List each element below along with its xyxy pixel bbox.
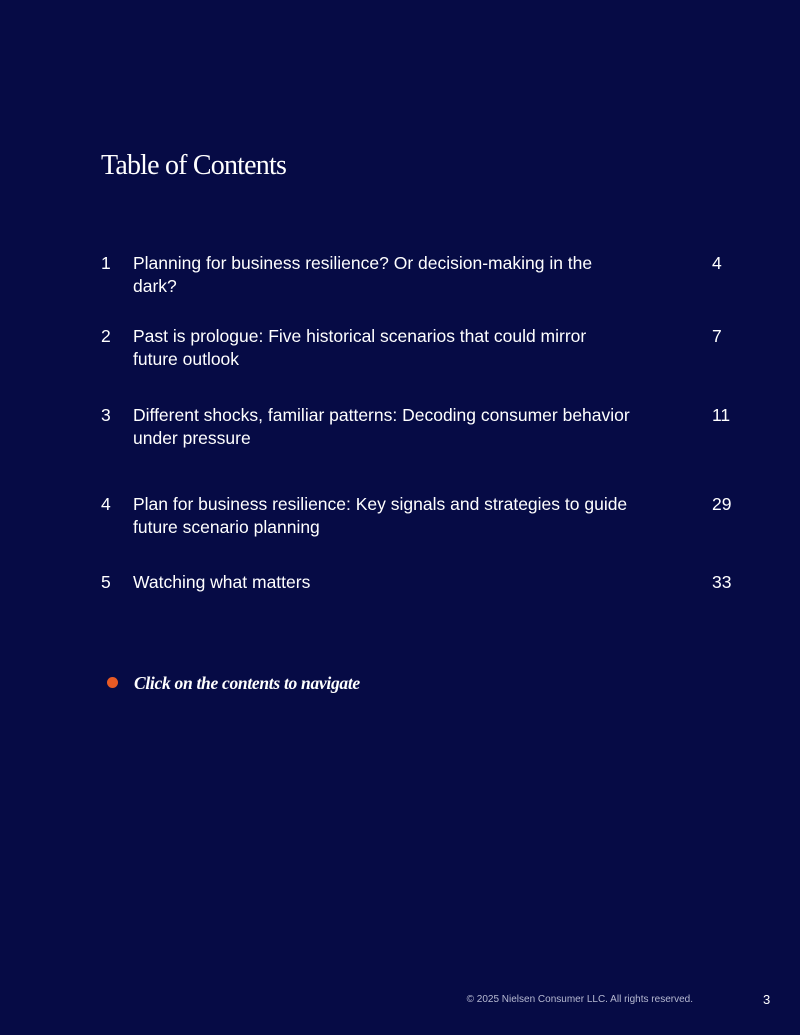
- toc-entry-title: Plan for business resilience: Key signals and strategies to guide future scenario planning: [133, 494, 628, 537]
- bullet-dot-icon: [107, 677, 118, 688]
- toc-entry-page: 7: [712, 326, 722, 346]
- toc-entry-title: Different shocks, familiar patterns: Decoding consumer behavior under pressure: [133, 405, 630, 448]
- toc-entry-number: 2: [101, 326, 111, 346]
- navigation-hint-text: Click on the contents to navigate: [134, 673, 360, 693]
- toc-entry-number: 1: [101, 253, 111, 273]
- page-title: Table of Contents: [101, 150, 287, 181]
- copyright-notice: © 2025 Nielsen Consumer LLC. All rights reserved.: [466, 994, 693, 1005]
- toc-entry-title: Watching what matters: [133, 572, 311, 592]
- toc-entry-page: 33: [712, 572, 732, 592]
- toc-entry-number: 5: [101, 572, 111, 592]
- page-number: 3: [763, 992, 771, 1007]
- toc-entry-title: Planning for business resilience? Or decision-making in the dark?: [133, 253, 593, 296]
- toc-entry-page: 4: [712, 253, 722, 273]
- toc-entry-page: 11: [712, 405, 731, 425]
- toc-entry-page: 29: [712, 494, 732, 514]
- toc-entry-number: 3: [101, 405, 111, 425]
- toc-entry-title: Past is prologue: Five historical scenarios that could mirror future outlook: [133, 326, 587, 369]
- toc-entry-number: 4: [101, 494, 111, 514]
